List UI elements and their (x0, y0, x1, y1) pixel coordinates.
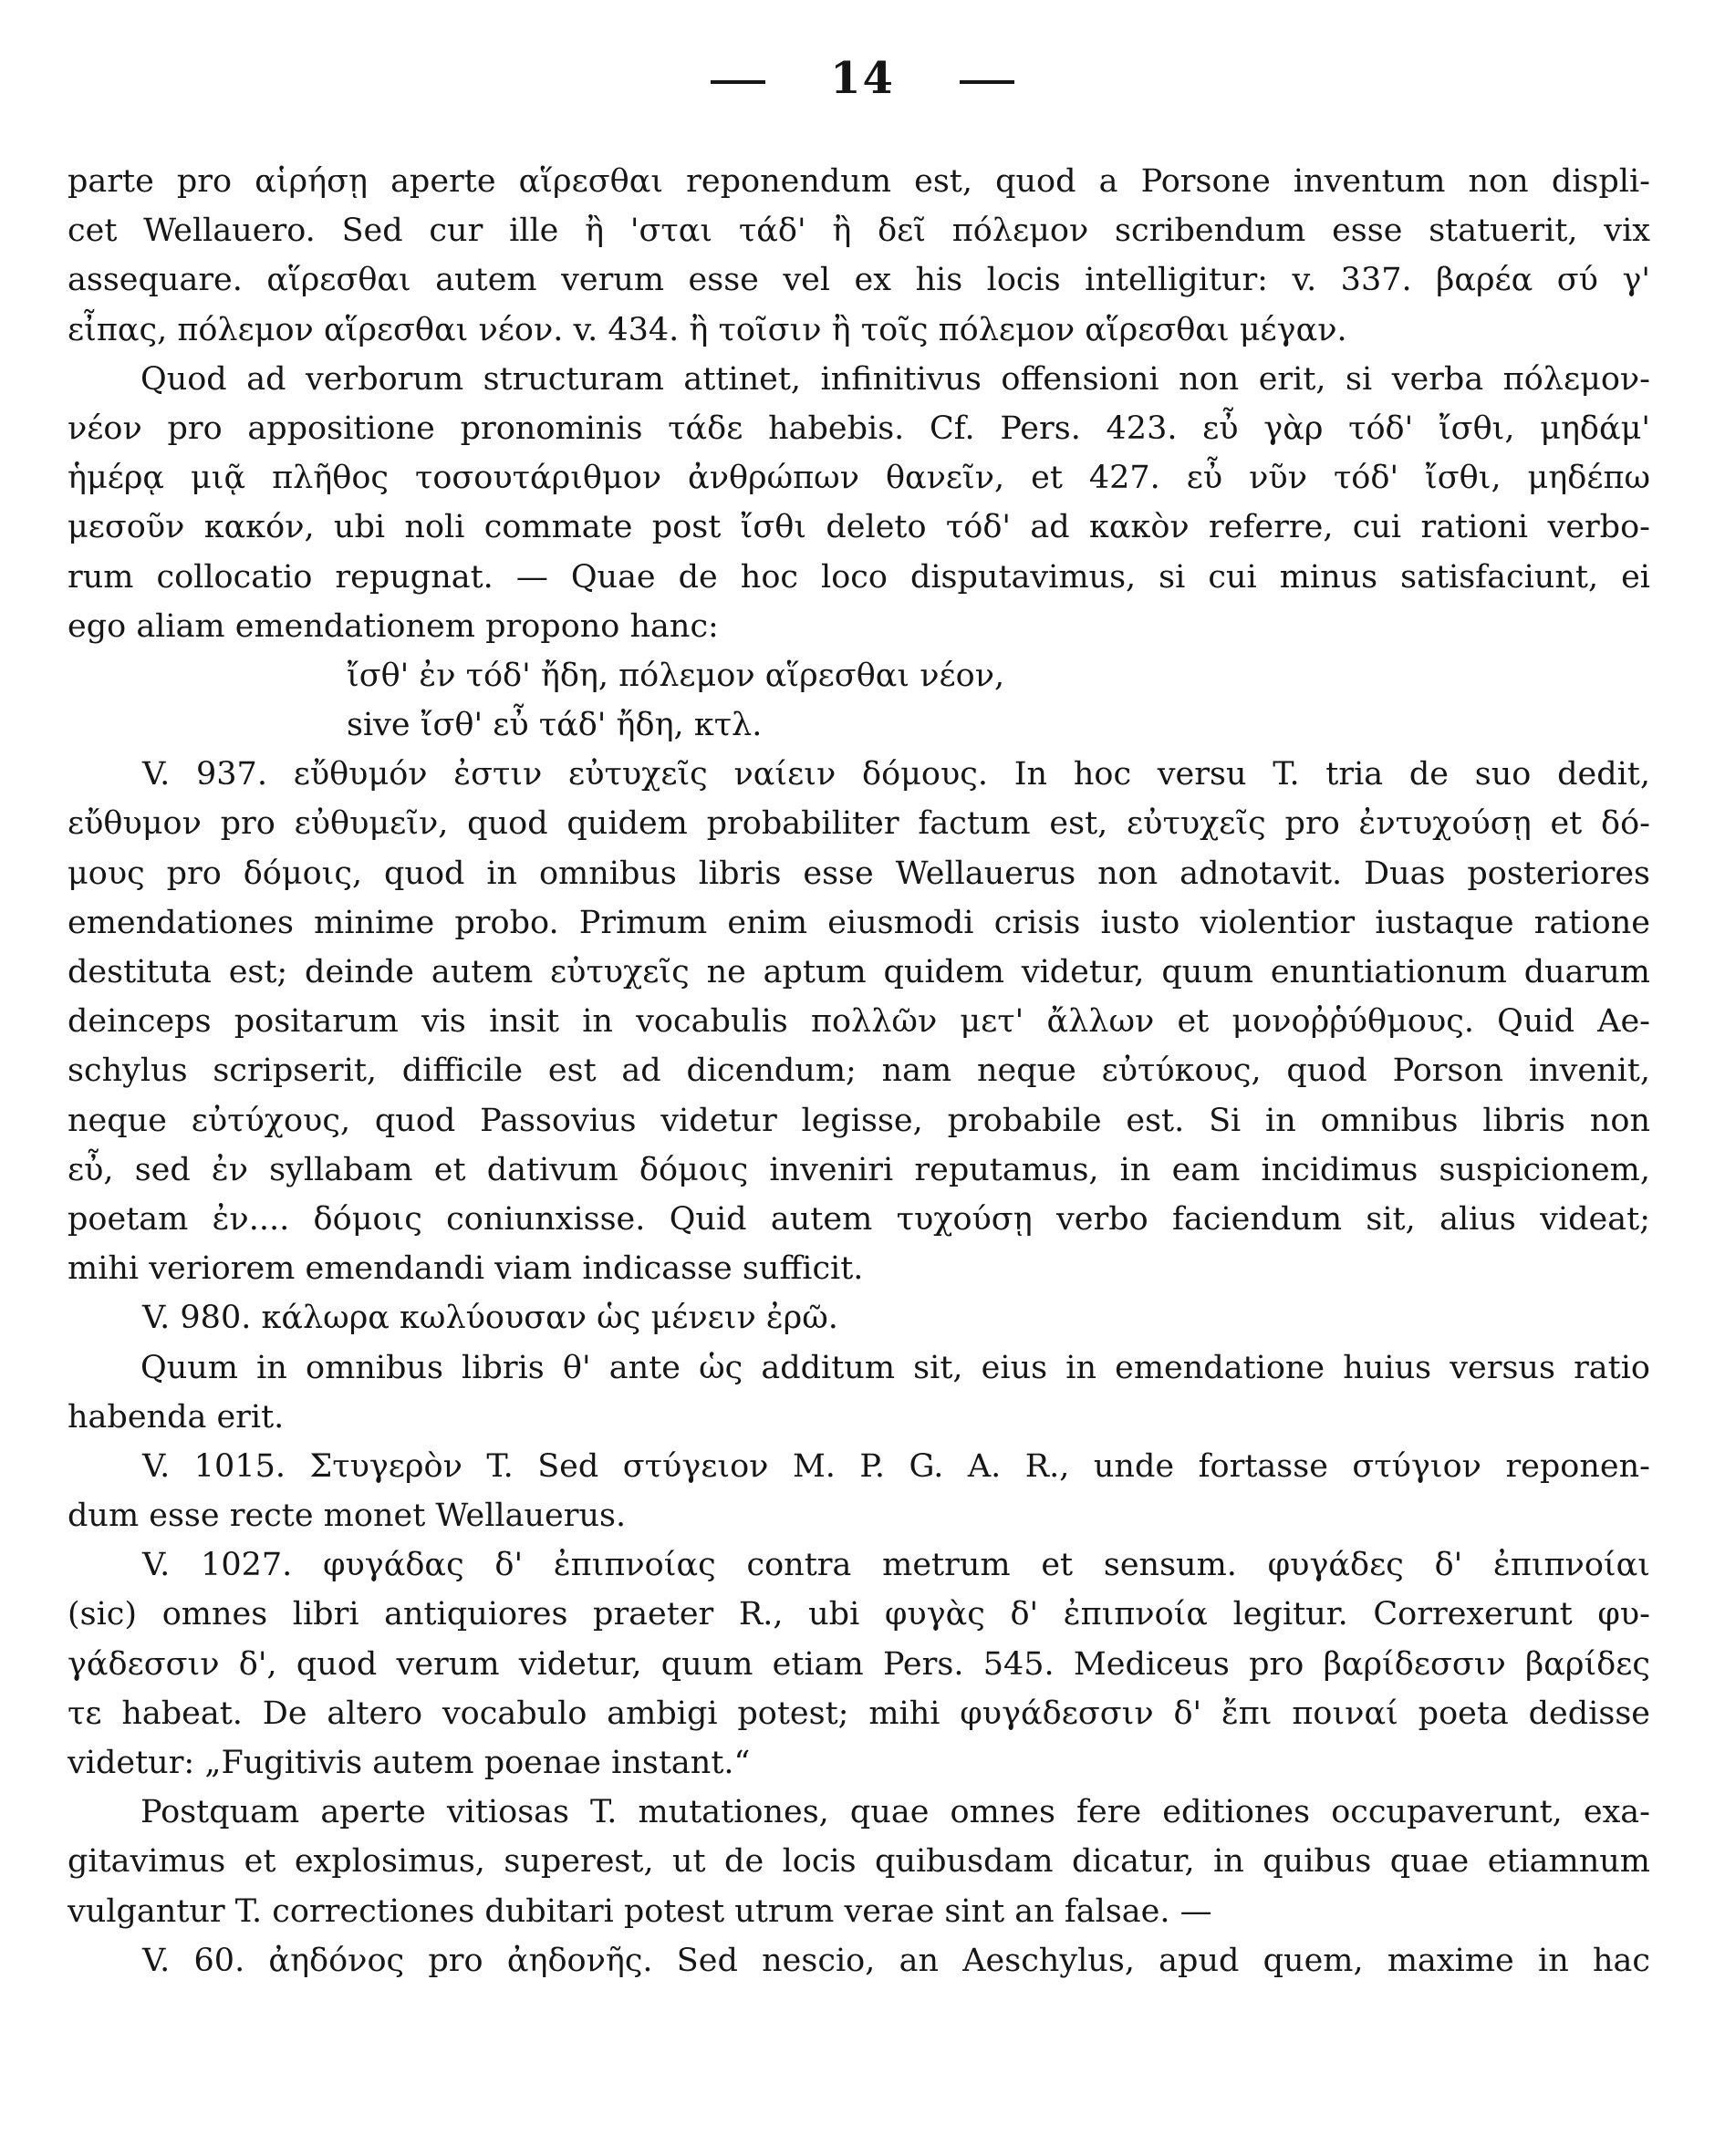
right-dash (960, 80, 1014, 84)
text-line: ἡμέρᾳ μιᾷ πλῆθος τοσουτάριθμον ἀνθρώπων θανεῖν, et 427. εὖ νῦν τόδ' ἴσθι, μηδέπω (68, 460, 1650, 497)
text-line: νέον pro appositione pronominis τάδε habebis. Cf. Pers. 423. εὖ γὰρ τόδ' ἴσθι, μηδάμ' (68, 409, 1650, 447)
text-line: poetam ἐν.... δόμοις coniunxisse. Quid autem τυχούσῃ verbo faciendum sit, alius videat; (68, 1200, 1650, 1238)
text-line: habenda erit. (68, 1398, 285, 1436)
text-line: V. 1015. Στυγερὸν T. Sed στύγειον M. P. G. A. R., unde fortasse στύγιον reponen- (142, 1447, 1650, 1485)
text-line: dum esse recte monet Wellauerus. (68, 1498, 627, 1535)
text-line: εὖ, sed ἐν syllabam et dativum δόμοις inveniri reputamus, in eam incidimus suspicionem, (68, 1151, 1650, 1188)
page-header (0, 53, 1725, 104)
verse-line: ἴσθ' ἐν τόδ' ἤδη, πόλεμον αἵρεσθαι νέον, (347, 657, 1005, 694)
text-line: εὔθυμον pro εὐθυμεῖν, quod quidem probabiliter factum est, εὐτυχεῖς pro ἐντυχούσῃ et δό- (68, 805, 1650, 843)
page-number: 14 (830, 53, 895, 104)
text-line: μεσοῦν κακόν, ubi noli commate post ἴσθι deleto τόδ' ad κακὸν referre, cui rationi verbo- (68, 509, 1650, 546)
text-line: emendationes minime probo. Primum enim eiusmodi crisis iusto violentior iustaque ratione (68, 904, 1650, 941)
text-line: parte pro αἱρήσῃ aperte αἵρεσθαι reponendum est, quod a Porsone inventum non displi- (68, 163, 1650, 200)
text-line: Quod ad verborum structuram attinet, infinitivus offensioni non erit, si verba πόλεμον- (140, 360, 1650, 398)
left-dash (711, 80, 765, 84)
text-line: εἶπας, πόλεμον αἵρεσθαι νέον. v. 434. ἢ τοῖσιν ἢ τοῖς πόλεμον αἵρεσθαι μέγαν. (68, 311, 1347, 348)
body-text (68, 157, 1650, 1985)
text-line: μους pro δόμοις, quod in omnibus libris esse Wellauerus non adnotavit. Duas posteriores (68, 855, 1650, 892)
text-line: assequare. αἵρεσθαι autem verum esse vel ex his locis intelligitur: v. 337. βαρέα σύ γ' (68, 262, 1650, 299)
text-line: (sic) omnes libri antiquiores praeter R., ubi φυγὰς δ' ἐπιπνοία legitur. Correxerunt φυ- (68, 1596, 1650, 1633)
text-line: rum collocatio repugnat. — Quae de hoc loco disputavimus, si cui minus satisfaciunt, ei (68, 558, 1650, 596)
text-line: gitavimus et explosimus, superest, ut de locis quibusdam dicatur, in quibus quae etiamnum (68, 1843, 1650, 1881)
text-line: Postquam aperte vitiosas T. mutationes, quae omnes fere editiones occupaverunt, exa- (140, 1794, 1650, 1831)
text-line: destituta est; deinde autem εὐτυχεῖς ne aptum quidem videtur, quum enuntiationum duarum (68, 954, 1650, 990)
text-line: cet Wellauero. Sed cur ille ἢ 'σται τάδ' ἢ δεῖ πόλεμον scribendum esse statuerit, vix (68, 212, 1650, 250)
text-line: ego aliam emendationem propono hanc: (68, 607, 719, 645)
verse-line: sive ἴσθ' εὖ τάδ' ἤδη, κτλ. (347, 707, 763, 744)
text-line: videtur: „Fugitivis autem poenae instant.“ (68, 1745, 751, 1781)
text-line: V. 980. κάλωρα κωλύουσαν ὡς μένειν ἐρῶ. (142, 1300, 838, 1337)
text-line: vulgantur T. correctiones dubitari potest utrum verae sint an falsae. — (68, 1892, 1212, 1930)
text-line: deinceps positarum vis insit in vocabulis πολλῶν μετ' ἄλλων et μονοῤῥύθμους. Quid Ae- (68, 1003, 1650, 1041)
text-line: γάδεσσιν δ', quod verum videtur, quum etiam Pers. 545. Mediceus pro βαρίδεσσιν βαρίδες (68, 1645, 1650, 1683)
text-line: Quum in omnibus libris θ' ante ὡς additum sit, eius in emendatione huius versus ratio (140, 1349, 1650, 1386)
text-line: V. 937. εὔθυμόν ἐστιν εὐτυχεῖς ναίειν δόμους. In hoc versu T. tria de suo dedit, (142, 756, 1650, 793)
text-line: τε habeat. De altero vocabulo ambigi potest; mihi φυγάδεσσιν δ' ἔπι ποιναί poeta dedisse (68, 1695, 1650, 1732)
text-line: V. 1027. φυγάδας δ' ἐπιπνοίας contra metrum et sensum. φυγάδες δ' ἐπιπνοίαι (142, 1547, 1650, 1584)
text-line: neque εὐτύχους, quod Passovius videtur legisse, probabile est. Si in omnibus libris non (68, 1102, 1650, 1139)
text-line: V. 60. ἀηδόνος pro ἀηδονῆς. Sed nescio, an Aeschylus, apud quem, maxime in hac (142, 1942, 1650, 1979)
text-line: schylus scripserit, difficile est ad dicendum; nam neque εὐτύκους, quod Porson invenit, (68, 1052, 1650, 1090)
text-line: mihi veriorem emendandi viam indicasse sufficit. (68, 1250, 864, 1288)
